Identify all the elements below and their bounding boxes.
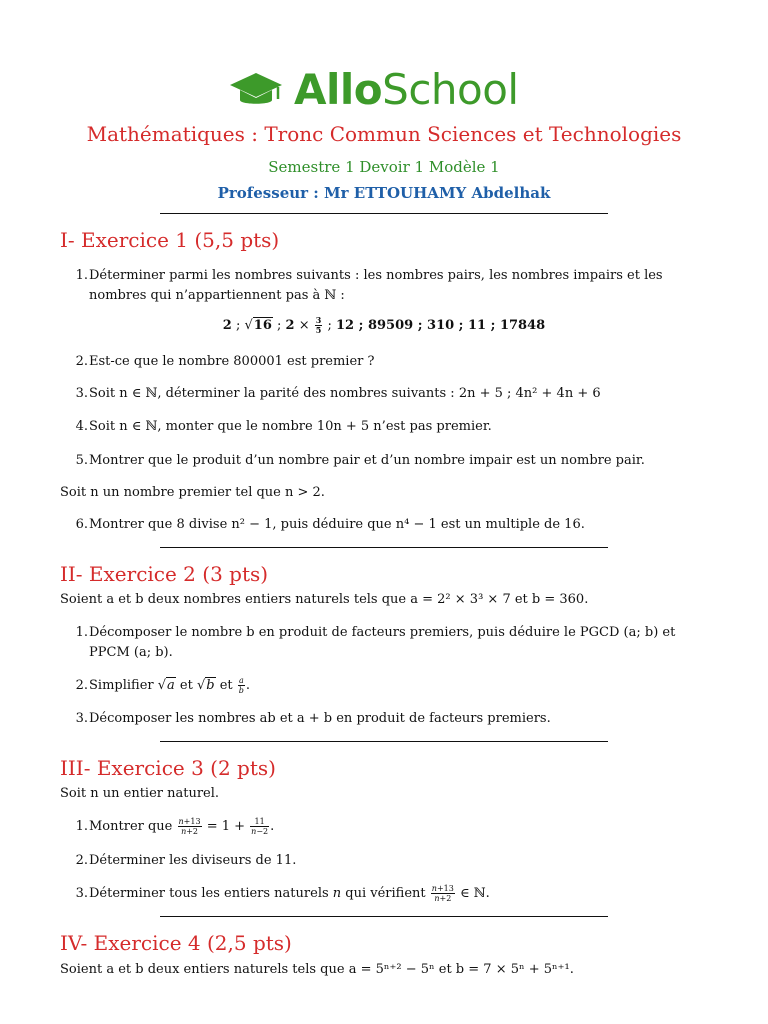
graduation-cap-icon	[228, 69, 284, 109]
exercise-3-title: III- Exercice 3 (2 pts)	[60, 756, 276, 780]
alloschool-logo	[228, 64, 519, 114]
ex1-question-1: 1. Déterminer parmi les nombres suivants : les nombres pairs, les nombres impairs et les nombres qui n’appartiennent pas à ℕ :	[75, 268, 663, 303]
exercise-2-title: II- Exercice 2 (3 pts)	[60, 562, 269, 586]
ex4-intro: Soient a et b deux entiers naturels tels que a = 5ⁿ⁺² − 5ⁿ et b = 7 × 5ⁿ + 5ⁿ⁺¹.	[60, 962, 574, 977]
divider	[160, 213, 608, 214]
ex1-number-list: 2 ; √16 ; 2 × $\frac{3}{5}$ ; 12 ; 89509 ; 310 ; 11 ; 17848	[222, 315, 546, 335]
ex3-intro: Soit n un entier naturel.	[60, 786, 220, 801]
exercise-1-title: I- Exercice 1 (5,5 pts)	[60, 228, 280, 252]
divider	[160, 916, 608, 917]
ex2-question-1: 1. Décomposer le nombre b en produit de facteurs premiers, puis déduire le PGCD (a; b) et PPCM (a; b).	[75, 625, 676, 660]
document-subject: Mathématiques : Tronc Commun Sciences et Technologies	[86, 122, 682, 146]
divider	[160, 741, 608, 742]
brand-name: AlloSchool	[294, 64, 519, 114]
ex1-intro-6: Soit n un nombre premier tel que n > 2.	[60, 485, 325, 500]
document-professor: Professeur : Mr ETTOUHAMY Abdelhak	[217, 184, 551, 202]
divider	[160, 547, 608, 548]
ex2-intro: Soient a et b deux nombres entiers naturels tels que a = 2² × 3³ × 7 et b = 360.	[60, 592, 589, 607]
document-semester: Semestre 1 Devoir 1 Modèle 1	[268, 158, 500, 176]
exercise-4-title: IV- Exercice 4 (2,5 pts)	[60, 931, 292, 955]
